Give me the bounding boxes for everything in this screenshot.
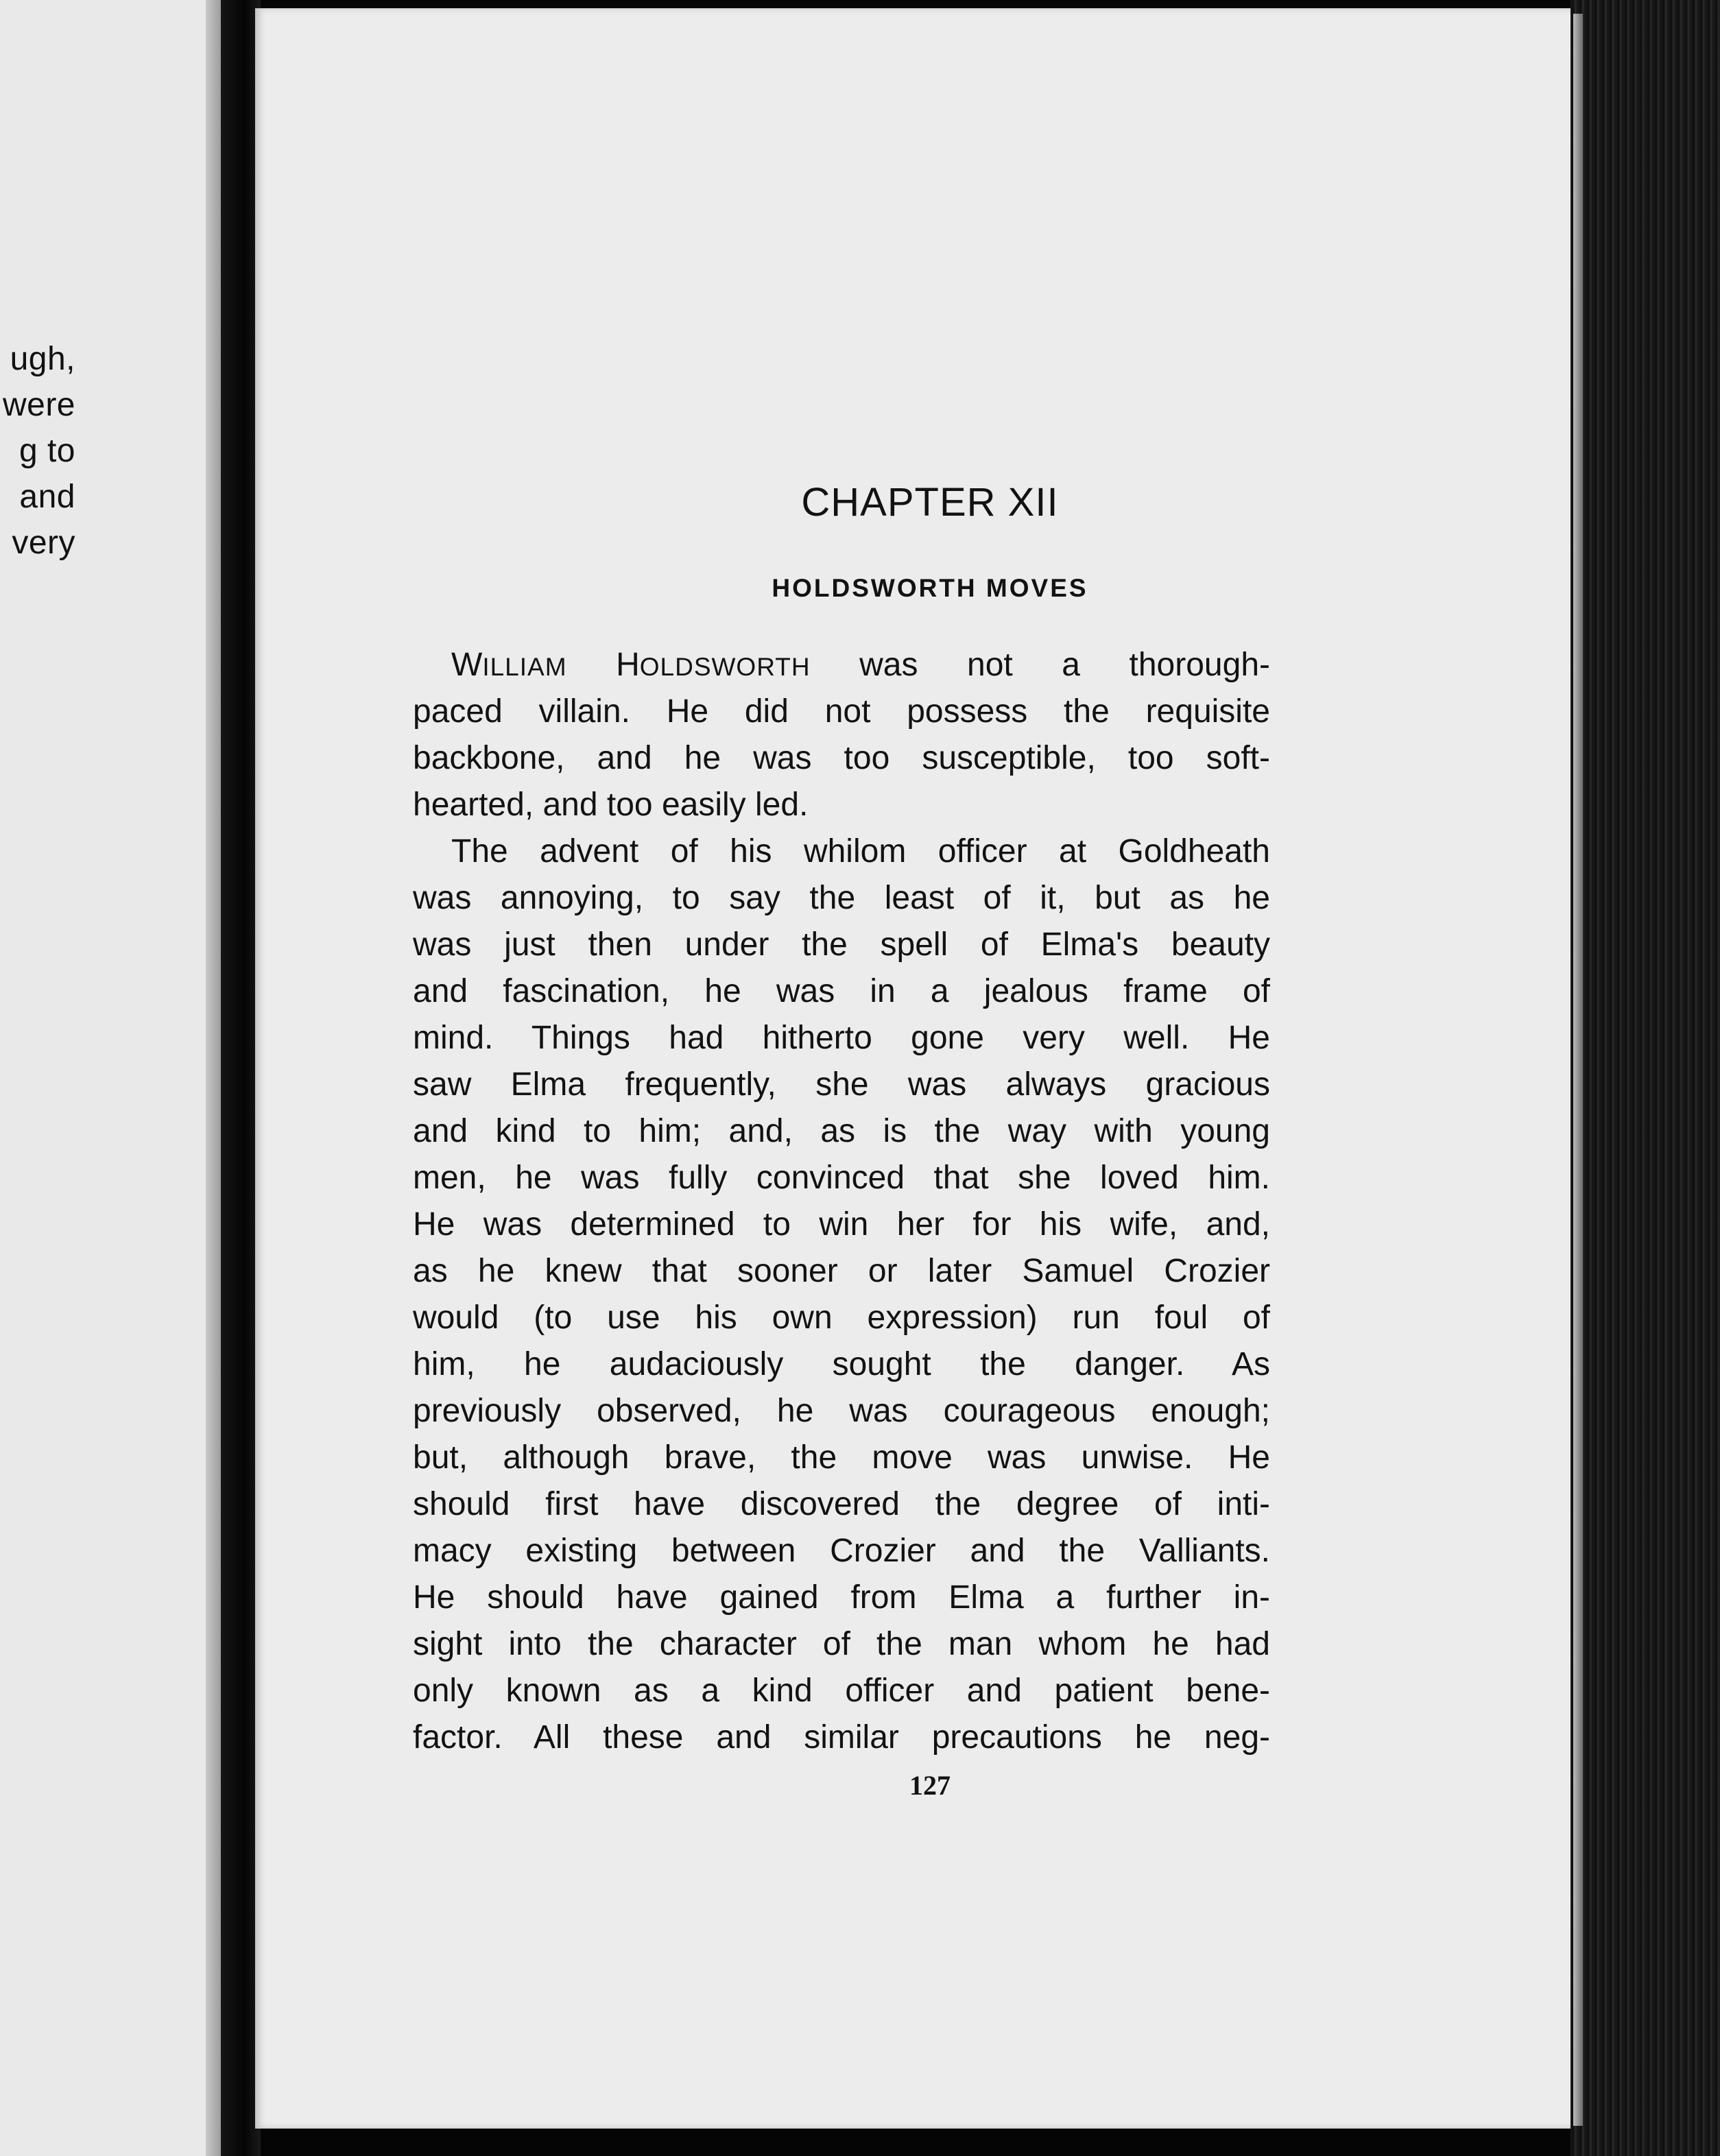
- body-line: and fascination, he was in a jealous frame of: [413, 973, 1270, 1009]
- page-number: 127: [909, 1770, 951, 1801]
- left-page-line: and: [19, 479, 75, 515]
- left-page-line: g to: [19, 433, 75, 469]
- left-page-line: very: [12, 525, 75, 561]
- body-line: men, he was fully convinced that she loved him.: [413, 1160, 1270, 1196]
- body-line: previously observed, he was courageous enough;: [413, 1393, 1270, 1429]
- left-facing-page: [0, 0, 221, 2156]
- body-line: only known as a kind officer and patient bene-: [413, 1673, 1270, 1709]
- body-line: should first have discovered the degree of inti-: [413, 1486, 1270, 1522]
- book-block-edge: [1570, 0, 1720, 2156]
- body-line: backbone, and he was too susceptible, too soft-: [413, 740, 1270, 776]
- chapter-body: [413, 642, 1270, 1761]
- body-line: was annoying, to say the least of it, but as he: [413, 880, 1270, 916]
- body-line: was just then under the spell of Elma's beauty: [413, 926, 1270, 963]
- body-line: saw Elma frequently, she was always gracious: [413, 1066, 1270, 1103]
- body-line: The advent of his whilom officer at Goldheath: [451, 833, 1270, 870]
- body-line: would (to use his own expression) run foul of: [413, 1299, 1270, 1336]
- body-line: hearted, and too easily led.: [413, 787, 809, 823]
- body-line: WILLIAM HOLDSWORTH was not a thorough-: [451, 647, 1271, 683]
- body-line: him, he audaciously sought the danger. As: [413, 1346, 1270, 1382]
- body-line: sight into the character of the man whom he had: [413, 1626, 1270, 1662]
- body-line: mind. Things had hitherto gone very well. He: [413, 1020, 1270, 1056]
- chapter-subtitle: HOLDSWORTH MOVES: [772, 574, 1088, 602]
- body-line: macy existing between Crozier and the Valliants.: [413, 1533, 1270, 1569]
- left-page-line: were: [2, 387, 75, 423]
- book-page: [255, 8, 1577, 2129]
- body-line: factor. All these and similar precautions he neg-: [413, 1719, 1270, 1756]
- body-line: and kind to him; and, as is the way with young: [413, 1113, 1270, 1149]
- body-line: as he knew that sooner or later Samuel Crozier: [413, 1253, 1270, 1289]
- left-page-edge-shadow: [206, 0, 221, 2156]
- body-line: paced villain. He did not possess the requisite: [413, 693, 1270, 730]
- chapter-title: CHAPTER XII: [801, 480, 1059, 525]
- body-line: He was determined to win her for his wife, and,: [413, 1206, 1270, 1243]
- page-stack-edge: [1573, 14, 1583, 2126]
- body-line: He should have gained from Elma a further in-: [413, 1579, 1270, 1616]
- left-page-line: ugh,: [10, 341, 75, 377]
- body-line: but, although brave, the move was unwise. He: [413, 1439, 1270, 1476]
